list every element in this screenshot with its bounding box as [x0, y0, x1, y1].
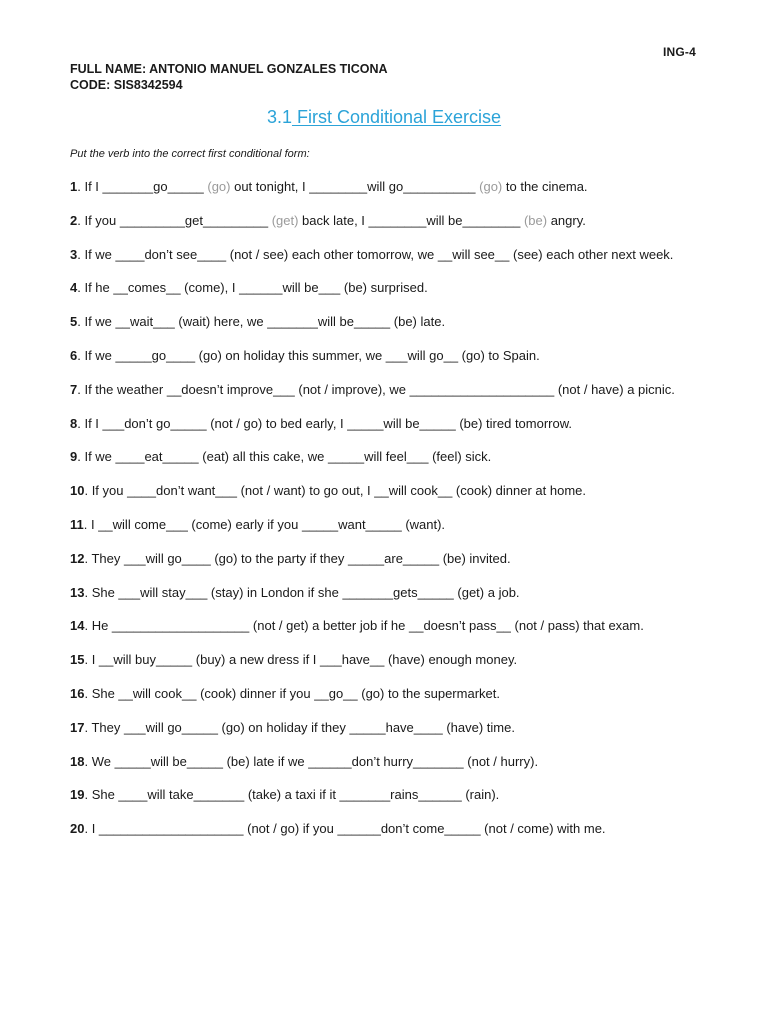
exercise-title [0, 107, 768, 128]
title-text: First Conditional Exercise [291, 107, 502, 127]
item-number: 8 [70, 415, 78, 431]
item-number: 13 [70, 584, 85, 600]
item-text: . She ___will stay___ (stay) in London if she _______gets_____ (get) a job. [84, 584, 520, 600]
exercise-item [70, 786, 690, 804]
item-text: (get) [271, 212, 299, 228]
item-text: back late, I ________will be________ [298, 212, 524, 228]
item-number: 1 [70, 179, 78, 194]
exercise-item [70, 584, 690, 602]
item-number: 4 [70, 280, 78, 296]
item-text: . If you ____don’t want___ (not / want) to go out, I __will cook__ (cook) dinner at home. [84, 483, 586, 499]
exercise-item [70, 753, 690, 771]
title-number: 3.1 [266, 107, 292, 127]
item-text: . He ___________________ (not / get) a better job if he __doesn’t pass__ (not / pass) that exam. [84, 618, 644, 634]
item-text: . I __will buy_____ (buy) a new dress if I ___have__ (have) enough money. [84, 652, 518, 668]
exercise-item [70, 516, 690, 534]
instruction-text: Put the verb into the correct first conditional form: [70, 148, 310, 160]
item-text: . If the weather __doesn’t improve___ (not / improve), we ____________________ (not / have) a picnic. [77, 381, 675, 397]
item-number: 5 [70, 314, 78, 330]
exercise-item [70, 617, 690, 635]
exercise-list [70, 178, 690, 854]
full-name-line: FULL NAME: ANTONIO MANUEL GONZALES TICONA [70, 62, 388, 76]
item-text: (go) [479, 179, 503, 194]
exercise-item [70, 685, 690, 703]
exercise-item [70, 212, 690, 230]
item-number: 12 [70, 550, 85, 566]
item-number: 3 [70, 246, 78, 262]
exercise-item [70, 550, 690, 568]
exercise-item [70, 482, 690, 500]
item-text: . If we ____don’t see____ (not / see) each other tomorrow, we __will see__ (see) each other next week. [77, 246, 674, 262]
item-number: 2 [70, 212, 78, 228]
item-text: . If I ___don’t go_____ (not / go) to bed early, I _____will be_____ (be) tired tomorrow. [77, 415, 573, 431]
item-text: (be) [523, 212, 548, 228]
item-number: 19 [70, 787, 85, 803]
exercise-item [70, 448, 690, 466]
exercise-item [70, 719, 690, 737]
item-number: 17 [70, 719, 85, 735]
item-text: . We _____will be_____ (be) late if we ______don’t hurry_______ (not / hurry). [84, 753, 539, 769]
item-number: 11 [70, 516, 84, 532]
item-number: 9 [70, 449, 78, 465]
item-text: out tonight, I ________will go__________ [230, 179, 480, 194]
item-text: . If he __comes__ (come), I ______will be___ (be) surprised. [77, 280, 428, 296]
item-text: . If you _________get_________ [77, 212, 272, 228]
item-number: 18 [70, 753, 85, 769]
item-number: 7 [70, 381, 78, 397]
item-text: . If we ____eat_____ (eat) all this cake, we _____will feel___ (feel) sick. [77, 449, 492, 465]
exercise-item [70, 347, 690, 365]
exercise-item [70, 381, 690, 399]
item-text: . They ___will go____ (go) to the party if they _____are_____ (be) invited. [84, 550, 511, 566]
course-code-tag: ING-4 [662, 45, 696, 59]
exercise-item [70, 279, 690, 297]
item-text: . She __will cook__ (cook) dinner if you __go__ (go) to the supermarket. [84, 685, 500, 701]
exercise-item [70, 415, 690, 433]
exercise-item [70, 313, 690, 331]
item-number: 14 [70, 618, 85, 634]
item-text: . I __will come___ (come) early if you _____want_____ (want). [83, 516, 446, 532]
item-text: to the cinema. [502, 179, 588, 194]
item-text: . They ___will go_____ (go) on holiday if they _____have____ (have) time. [84, 719, 515, 735]
student-info [70, 61, 388, 93]
item-number: 10 [70, 483, 85, 499]
exercise-item [70, 651, 690, 669]
item-number: 6 [70, 347, 78, 363]
exercise-item [70, 178, 690, 196]
item-text: . If I _______go_____ [77, 179, 208, 194]
item-text: . If we __wait___ (wait) here, we _______will be_____ (be) late. [77, 314, 446, 330]
item-number: 16 [70, 685, 85, 701]
exercise-item [70, 820, 690, 838]
item-text: . She ____will take_______ (take) a taxi if it _______rains______ (rain). [84, 787, 500, 803]
item-number: 20 [70, 821, 85, 837]
item-text: . If we _____go____ (go) on holiday this summer, we ___will go__ (go) to Spain. [77, 347, 540, 363]
exercise-item [70, 246, 690, 264]
item-text: . I ____________________ (not / go) if you ______don’t come_____ (not / come) with me. [84, 821, 606, 837]
item-text: (go) [207, 179, 231, 194]
item-number: 15 [70, 652, 85, 668]
student-code-line: CODE: SIS8342594 [70, 78, 183, 92]
item-text: angry. [547, 212, 586, 228]
